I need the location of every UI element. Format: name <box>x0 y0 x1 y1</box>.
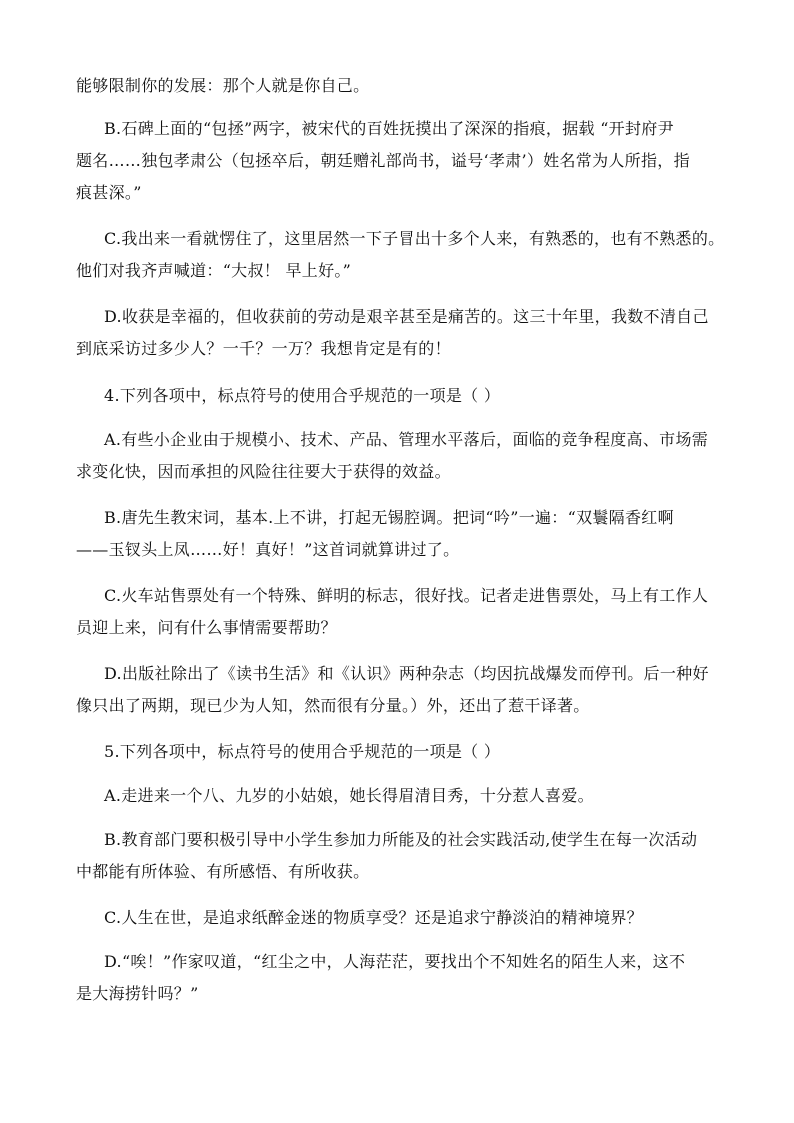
text-line: D.出版社除出了《读书生活》和《认识》两种杂志（均因抗战爆发而停刊。后一种好 <box>104 664 709 683</box>
text-line: 题名……独包孝肃公（包拯卒后，朝廷赠礼部尚书，谥号‘孝肃’）姓名常为人所指，指 <box>76 151 690 170</box>
paragraph-option-d-q5 <box>76 946 716 1010</box>
text-line: 中都能有所体验、有所感悟、有所收获。 <box>76 862 370 881</box>
paragraph-option-a-q4 <box>76 424 716 488</box>
text-line: 求变化快，因而承担的风险往往要大于获得的效益。 <box>76 462 451 481</box>
text-line: 他们对我齐声喊道：“大叔！ 早上好。” <box>76 261 352 280</box>
paragraph-option-c-q4 <box>76 580 716 644</box>
paragraph-option-d-q3 <box>76 301 716 365</box>
paragraph-option-d-q4 <box>76 658 716 722</box>
paragraph-option-b-q5 <box>76 824 716 888</box>
paragraph-option-b-q3 <box>76 113 716 209</box>
paragraph-option-a-q5 <box>76 780 716 812</box>
text-line: 4.下列各项中，标点符号的使用合乎规范的一项是（ ） <box>104 386 501 405</box>
text-line: C.火车站售票处有一个特殊、鲜明的标志，很好找。记者走进售票处，马上有工作人 <box>104 586 709 605</box>
paragraph-option-c-q3 <box>76 223 725 287</box>
text-line: 像只出了两期，现已少为人知，然而很有分量。）外，还出了惹干译著。 <box>76 696 590 715</box>
text-line: B.石碑上面的“包拯”两字，被宋代的百姓抚摸出了深深的指痕，据载 “开封府尹 <box>104 119 674 138</box>
question-5-stem <box>76 736 716 768</box>
paragraph-continuation <box>76 70 716 102</box>
text-line: A.走进来一个八、九岁的小姑娘，她长得眉清目秀，十分惹人喜爱。 <box>104 786 594 805</box>
text-line: D.收获是幸福的，但收获前的劳动是艰辛甚至是痛苦的。这三十年里，我数不清自己 <box>104 307 709 326</box>
paragraph-option-b-q4 <box>76 502 716 566</box>
text-line: A.有些小企业由于规模小、技术、产品、管理水平落后，面临的竞争程度高、市场需 <box>104 430 709 449</box>
text-line: C.人生在世，是追求纸醉金迷的物质享受？还是追求宁静淡泊的精神境界？ <box>104 908 643 927</box>
text-line: 是大海捞针吗？” <box>76 984 199 1003</box>
paragraph-option-c-q5 <box>76 902 716 934</box>
text-line: 痕甚深。” <box>76 183 142 202</box>
question-4-stem <box>76 380 716 412</box>
text-line: 5.下列各项中，标点符号的使用合乎规范的一项是（ ） <box>104 742 501 761</box>
text-line: B.唐先生教宋词，基本.上不讲，打起无锡腔调。把词“吟”一遍：“双鬟隔香红啊 <box>104 508 674 527</box>
text-line: C.我出来一看就愣住了，这里居然一下子冒出十多个人来，有熟悉的，也有不熟悉的。 <box>104 229 725 248</box>
text-line: B.教育部门要积极引导中小学生参加力所能及的社会实践活动,使学生在每一次活动 <box>104 830 698 849</box>
text-line: 员迎上来，问有什么事情需要帮助？ <box>76 618 337 637</box>
text-line: ——玉钗头上凤……好！真好！”这首词就算讲过了。 <box>76 540 460 559</box>
text-line: D.“唉！”作家叹道，“红尘之中，人海茫茫，要找出个不知姓名的陌生人来，这不 <box>104 952 686 971</box>
text-line: 到底采访过多少人？一千？一万？我想肯定是有的！ <box>76 339 451 358</box>
text-line: 能够限制你的发展：那个人就是你自己。 <box>76 76 370 95</box>
